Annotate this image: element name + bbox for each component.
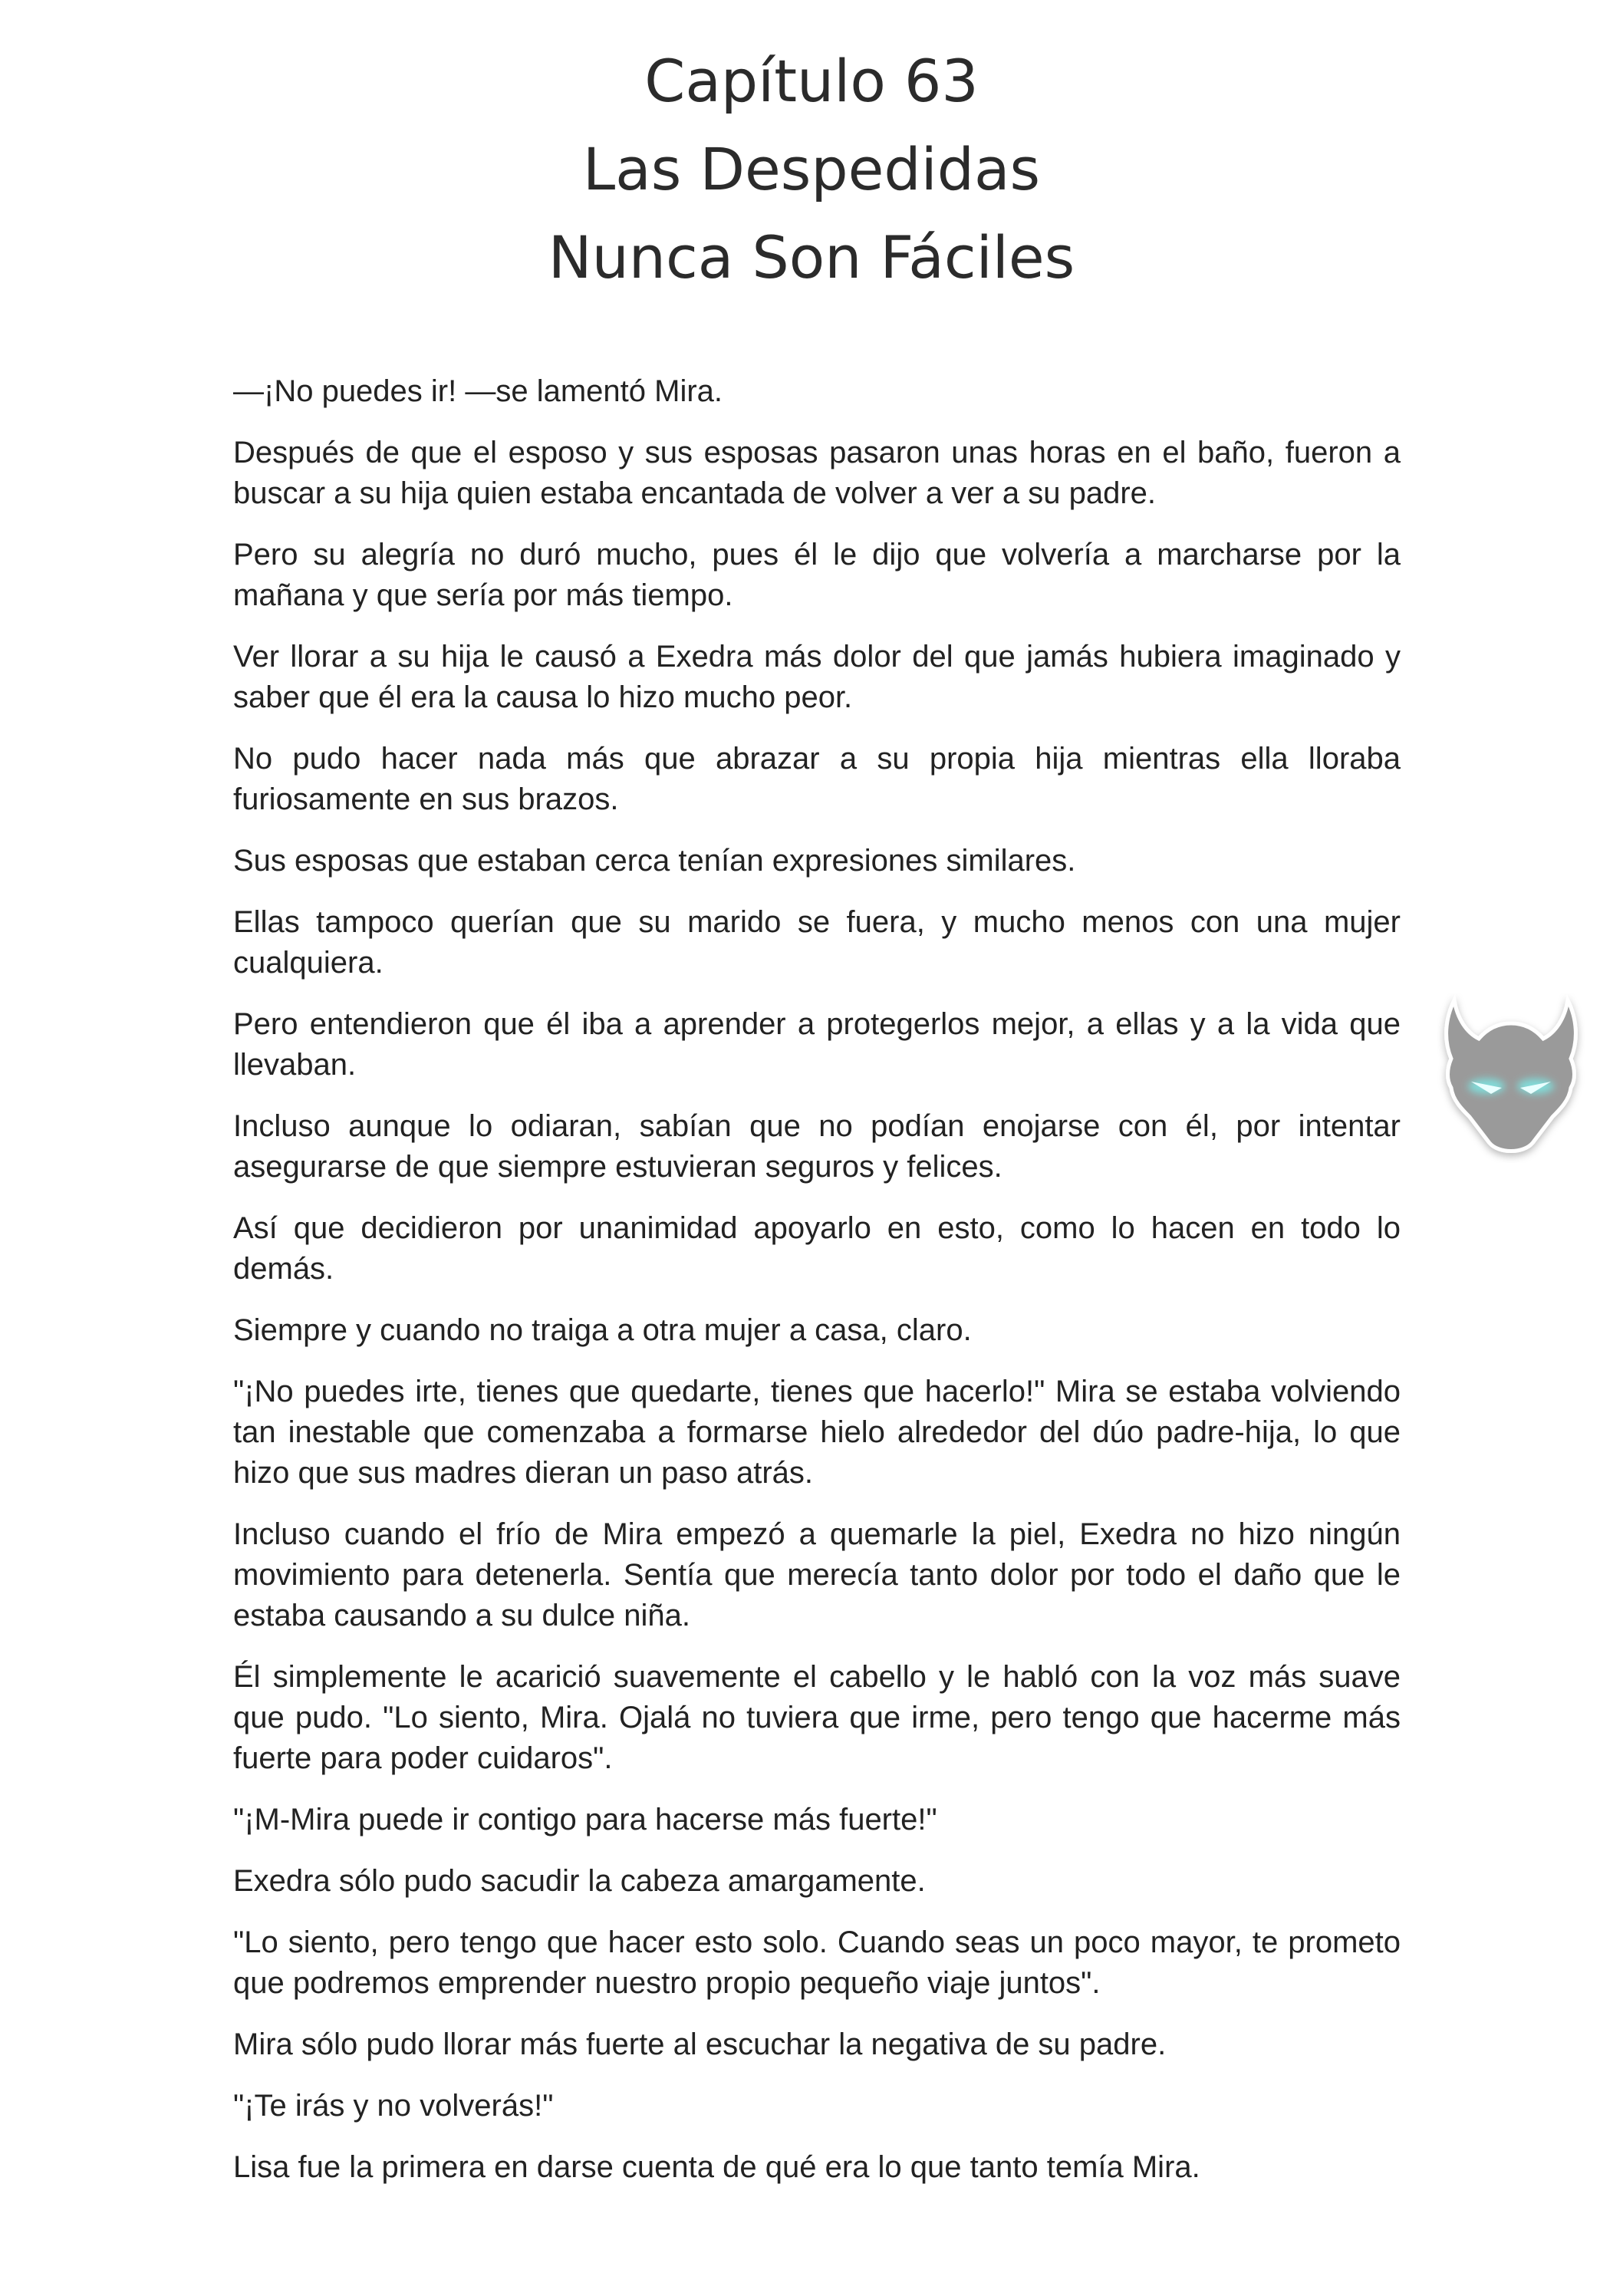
paragraph: Sus esposas que estaban cerca tenían expresiones similares. bbox=[233, 844, 1076, 878]
paragraph: Pero entendieron que él iba a aprender a protegerlos mejor, a ellas y a la vida que llevaban. bbox=[233, 1007, 1401, 1082]
paragraph: Incluso aunque lo odiaran, sabían que no podían enojarse con él, por intentar asegurarse de que siempre estuvieran seguros y felices. bbox=[233, 1109, 1401, 1184]
chapter-title bbox=[0, 37, 1623, 301]
paragraph: Incluso cuando el frío de Mira empezó a quemarle la piel, Exedra no hizo ningún movimiento para detenerla. Sentía que merecía tanto dolor por todo el daño que le estaba causando a su dulce niña. bbox=[233, 1517, 1401, 1632]
paragraph: Después de que el esposo y sus esposas pasaron unas horas en el baño, fueron a buscar a su hija quien estaba encantada de volver a ver a su padre. bbox=[233, 436, 1401, 510]
paragraph: Mira sólo pudo llorar más fuerte al escuchar la negativa de su padre. bbox=[233, 2028, 1167, 2061]
chapter-title-line-1: Las Despedidas bbox=[582, 135, 1041, 203]
paragraph: Exedra sólo pudo sacudir la cabeza amargamente. bbox=[233, 1864, 926, 1898]
paragraph: Ellas tampoco querían que su marido se fuera, y mucho menos con una mujer cualquiera. bbox=[233, 905, 1401, 980]
chapter-body bbox=[233, 371, 1401, 2209]
paragraph: Ver llorar a su hija le causó a Exedra más dolor del que jamás hubiera imaginado y saber que él era la causa lo hizo mucho peor. bbox=[233, 640, 1401, 714]
paragraph: "¡No puedes irte, tienes que quedarte, tienes que hacerlo!" Mira se estaba volviendo tan inestable que comenzaba a formarse hielo alrededor del dúo padre-hija, lo que hizo que sus madres dieran un paso atrás. bbox=[233, 1375, 1401, 1490]
chapter-number: Capítulo 63 bbox=[644, 47, 979, 115]
paragraph: "¡M-Mira puede ir contigo para hacerse más fuerte!" bbox=[233, 1803, 937, 1836]
paragraph: Así que decidieron por unanimidad apoyarlo en esto, como lo hacen en todo lo demás. bbox=[233, 1211, 1401, 1286]
paragraph: "Lo siento, pero tengo que hacer esto solo. Cuando seas un poco mayor, te prometo que podremos emprender nuestro propio pequeño viaje juntos". bbox=[233, 1925, 1401, 2000]
paragraph: Pero su alegría no duró mucho, pues él le dijo que volvería a marcharse por la mañana y que sería por más tiempo. bbox=[233, 538, 1401, 612]
paragraph: —¡No puedes ir! —se lamentó Mira. bbox=[233, 374, 723, 408]
paragraph: No pudo hacer nada más que abrazar a su propia hija mientras ella lloraba furiosamente en sus brazos. bbox=[233, 742, 1401, 816]
chapter-title-line-2: Nunca Son Fáciles bbox=[548, 223, 1075, 292]
demon-head-icon bbox=[1437, 993, 1585, 1163]
paragraph: Siempre y cuando no traiga a otra mujer a casa, claro. bbox=[233, 1313, 972, 1347]
paragraph: Lisa fue la primera en darse cuenta de qué era lo que tanto temía Mira. bbox=[233, 2150, 1200, 2184]
paragraph: Él simplemente le acarició suavemente el cabello y le habló con la voz más suave que pudo. "Lo siento, Mira. Ojalá no tuviera que irme, pero tengo que hacerme más fuerte para poder cuidaros". bbox=[233, 1660, 1401, 1775]
paragraph: "¡Te irás y no volverás!" bbox=[233, 2089, 554, 2123]
